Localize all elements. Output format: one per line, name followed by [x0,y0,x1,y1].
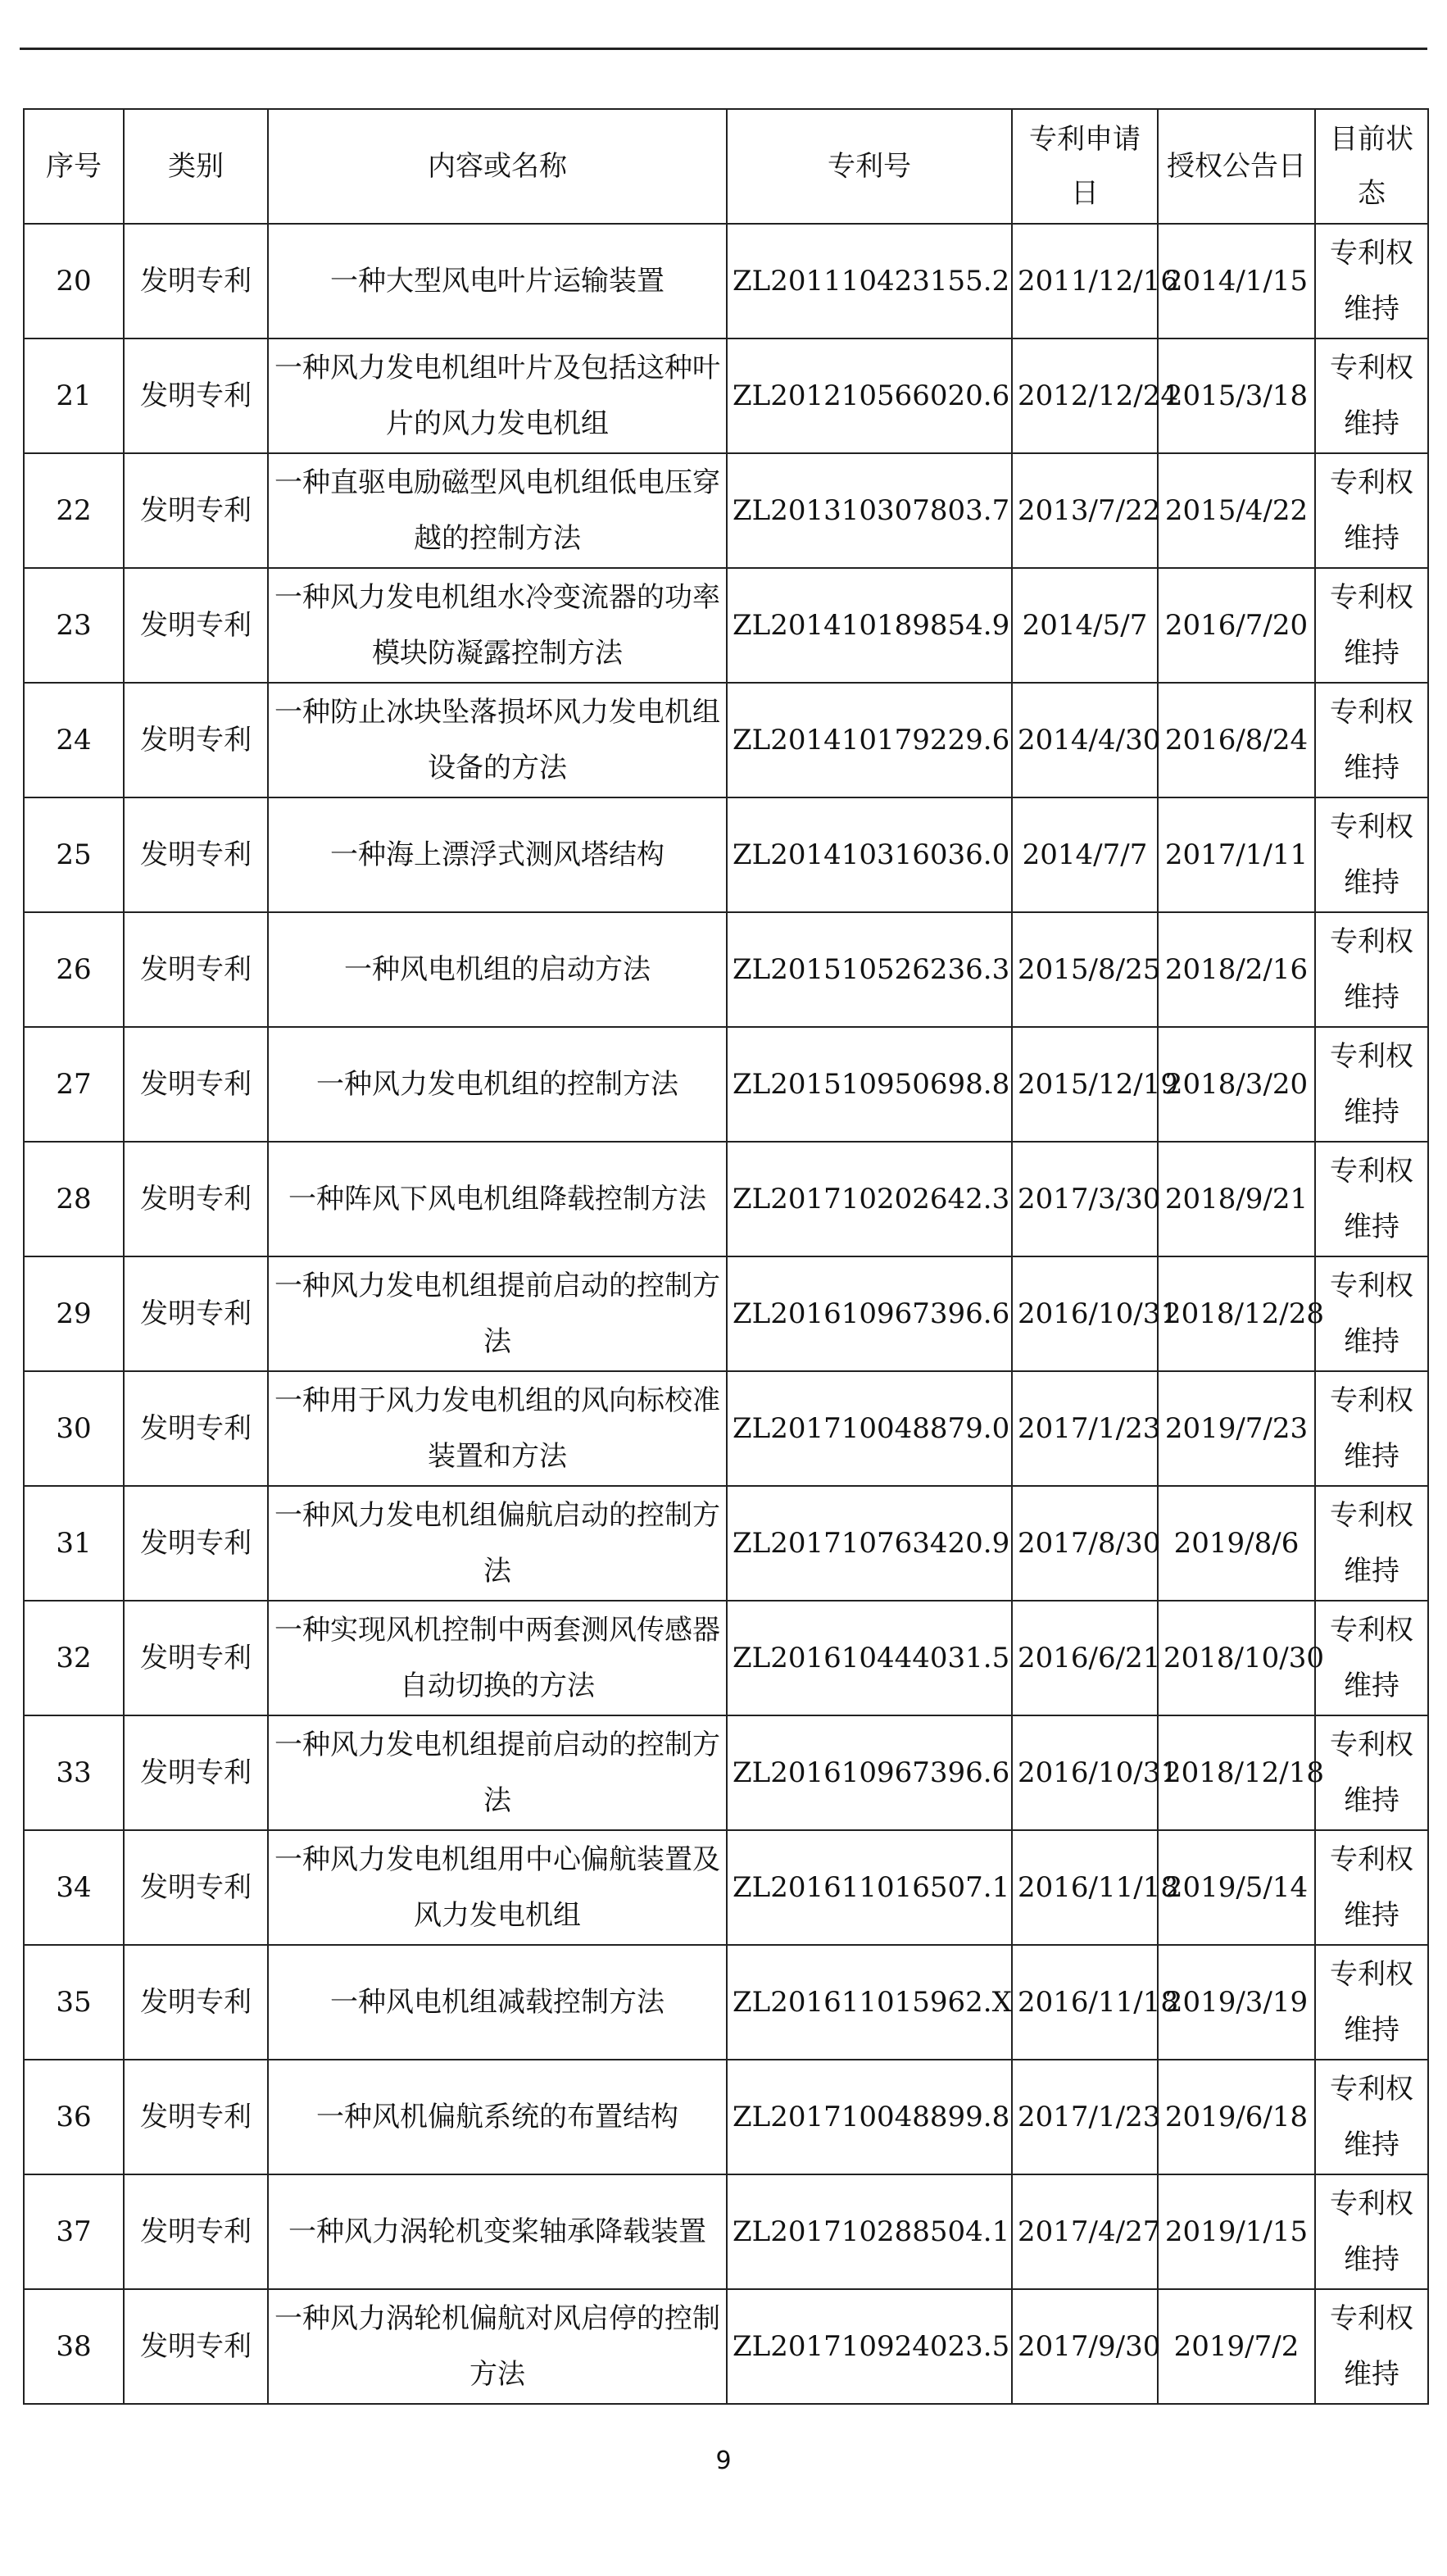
cell-seq: 23 [24,568,124,683]
cell-application-date: 2017/4/27 [1012,2174,1158,2289]
cell-grant-date: 2018/9/21 [1158,1142,1315,1256]
cell-category: 发明专利 [124,338,268,453]
cell-status: 专利权维持 [1315,2060,1428,2174]
cell-seq: 37 [24,2174,124,2289]
cell-category: 发明专利 [124,568,268,683]
cell-application-date: 2014/7/7 [1012,797,1158,912]
cell-application-date: 2017/8/30 [1012,1486,1158,1601]
cell-category: 发明专利 [124,2174,268,2289]
cell-category: 发明专利 [124,1256,268,1371]
cell-patent-no: ZL201710924023.5 [727,2289,1012,2404]
cell-grant-date: 2018/12/28 [1158,1256,1315,1371]
cell-status: 专利权维持 [1315,912,1428,1027]
cell-grant-date: 2019/8/6 [1158,1486,1315,1601]
cell-grant-date: 2016/7/20 [1158,568,1315,683]
cell-name: 一种风电机组的启动方法 [268,912,727,1027]
cell-application-date: 2015/12/19 [1012,1027,1158,1142]
table-row [24,797,1428,912]
header-category: 类别 [124,109,268,224]
table-row [24,1371,1428,1486]
cell-seq: 22 [24,453,124,568]
table-row [24,453,1428,568]
cell-grant-date: 2019/7/2 [1158,2289,1315,2404]
cell-grant-date: 2015/3/18 [1158,338,1315,453]
cell-application-date: 2017/9/30 [1012,2289,1158,2404]
cell-application-date: 2017/1/23 [1012,2060,1158,2174]
cell-name: 一种实现风机控制中两套测风传感器自动切换的方法 [268,1601,727,1715]
cell-seq: 31 [24,1486,124,1601]
cell-name: 一种风力发电机组水冷变流器的功率模块防凝露控制方法 [268,568,727,683]
cell-category: 发明专利 [124,1830,268,1945]
cell-seq: 21 [24,338,124,453]
cell-name: 一种防止冰块坠落损坏风力发电机组设备的方法 [268,683,727,797]
cell-status: 专利权维持 [1315,453,1428,568]
cell-application-date: 2014/5/7 [1012,568,1158,683]
cell-category: 发明专利 [124,1601,268,1715]
table-row [24,1715,1428,1830]
cell-patent-no: ZL201410179229.6 [727,683,1012,797]
table-row [24,2289,1428,2404]
table-row [24,1142,1428,1256]
cell-status: 专利权维持 [1315,568,1428,683]
cell-grant-date: 2018/2/16 [1158,912,1315,1027]
cell-application-date: 2017/3/30 [1012,1142,1158,1256]
cell-seq: 34 [24,1830,124,1945]
cell-patent-no: ZL201510526236.3 [727,912,1012,1027]
table-row [24,568,1428,683]
cell-status: 专利权维持 [1315,1371,1428,1486]
cell-status: 专利权维持 [1315,797,1428,912]
cell-name: 一种风力发电机组提前启动的控制方法 [268,1715,727,1830]
header-application-date: 专利申请日 [1012,109,1158,224]
header-row [24,109,1428,224]
cell-category: 发明专利 [124,453,268,568]
table-row [24,683,1428,797]
cell-name: 一种用于风力发电机组的风向标校准装置和方法 [268,1371,727,1486]
cell-grant-date: 2019/5/14 [1158,1830,1315,1945]
cell-name: 一种风电机组减载控制方法 [268,1945,727,2060]
cell-status: 专利权维持 [1315,1601,1428,1715]
table-row [24,2174,1428,2289]
table-row [24,1256,1428,1371]
cell-seq: 25 [24,797,124,912]
cell-patent-no: ZL201110423155.2 [727,224,1012,338]
cell-seq: 30 [24,1371,124,1486]
cell-patent-no: ZL201210566020.6 [727,338,1012,453]
cell-application-date: 2016/11/18 [1012,1830,1158,1945]
cell-status: 专利权维持 [1315,1830,1428,1945]
cell-patent-no: ZL201410189854.9 [727,568,1012,683]
cell-status: 专利权维持 [1315,2289,1428,2404]
cell-application-date: 2016/6/21 [1012,1601,1158,1715]
cell-seq: 26 [24,912,124,1027]
cell-application-date: 2016/10/31 [1012,1715,1158,1830]
cell-patent-no: ZL201310307803.7 [727,453,1012,568]
cell-status: 专利权维持 [1315,224,1428,338]
cell-seq: 24 [24,683,124,797]
cell-category: 发明专利 [124,1945,268,2060]
cell-patent-no: ZL201510950698.8 [727,1027,1012,1142]
cell-patent-no: ZL201710048879.0 [727,1371,1012,1486]
cell-application-date: 2013/7/22 [1012,453,1158,568]
cell-category: 发明专利 [124,224,268,338]
cell-name: 一种风力发电机组用中心偏航装置及风力发电机组 [268,1830,727,1945]
cell-status: 专利权维持 [1315,2174,1428,2289]
cell-grant-date: 2018/12/18 [1158,1715,1315,1830]
cell-status: 专利权维持 [1315,1142,1428,1256]
cell-status: 专利权维持 [1315,1486,1428,1601]
cell-patent-no: ZL201410316036.0 [727,797,1012,912]
cell-patent-no: ZL201710288504.1 [727,2174,1012,2289]
table-row [24,1027,1428,1142]
patent-table [23,108,1429,2405]
cell-category: 发明专利 [124,1486,268,1601]
cell-grant-date: 2018/3/20 [1158,1027,1315,1142]
cell-seq: 38 [24,2289,124,2404]
table-row [24,1601,1428,1715]
cell-patent-no: ZL201610444031.5 [727,1601,1012,1715]
cell-name: 一种风力发电机组偏航启动的控制方法 [268,1486,727,1601]
cell-name: 一种风力发电机组提前启动的控制方法 [268,1256,727,1371]
cell-name: 一种风力涡轮机偏航对风启停的控制方法 [268,2289,727,2404]
cell-status: 专利权维持 [1315,1256,1428,1371]
header-patent-no: 专利号 [727,109,1012,224]
cell-application-date: 2012/12/24 [1012,338,1158,453]
cell-category: 发明专利 [124,2060,268,2174]
cell-category: 发明专利 [124,912,268,1027]
cell-name: 一种风机偏航系统的布置结构 [268,2060,727,2174]
header-name: 内容或名称 [268,109,727,224]
cell-patent-no: ZL201610967396.6 [727,1256,1012,1371]
cell-status: 专利权维持 [1315,1715,1428,1830]
cell-status: 专利权维持 [1315,338,1428,453]
table-body [24,224,1428,2404]
cell-seq: 29 [24,1256,124,1371]
cell-category: 发明专利 [124,1715,268,1830]
cell-grant-date: 2017/1/11 [1158,797,1315,912]
cell-application-date: 2015/8/25 [1012,912,1158,1027]
cell-category: 发明专利 [124,797,268,912]
header-rule [20,48,1427,50]
cell-patent-no: ZL201610967396.6 [727,1715,1012,1830]
cell-application-date: 2016/11/18 [1012,1945,1158,2060]
cell-seq: 32 [24,1601,124,1715]
cell-grant-date: 2016/8/24 [1158,683,1315,797]
header-status: 目前状态 [1315,109,1428,224]
cell-application-date: 2017/1/23 [1012,1371,1158,1486]
header-seq: 序号 [24,109,124,224]
cell-category: 发明专利 [124,2289,268,2404]
cell-application-date: 2011/12/16 [1012,224,1158,338]
cell-name: 一种风力发电机组的控制方法 [268,1027,727,1142]
cell-category: 发明专利 [124,1371,268,1486]
cell-name: 一种阵风下风电机组降载控制方法 [268,1142,727,1256]
table-row [24,1830,1428,1945]
cell-seq: 35 [24,1945,124,2060]
cell-patent-no: ZL201710763420.9 [727,1486,1012,1601]
cell-grant-date: 2014/1/15 [1158,224,1315,338]
cell-status: 专利权维持 [1315,1027,1428,1142]
cell-name: 一种直驱电励磁型风电机组低电压穿越的控制方法 [268,453,727,568]
cell-application-date: 2016/10/31 [1012,1256,1158,1371]
cell-grant-date: 2018/10/30 [1158,1601,1315,1715]
cell-seq: 33 [24,1715,124,1830]
cell-seq: 20 [24,224,124,338]
cell-category: 发明专利 [124,1142,268,1256]
header-grant-date: 授权公告日 [1158,109,1315,224]
cell-name: 一种风力涡轮机变桨轴承降载装置 [268,2174,727,2289]
table-row [24,912,1428,1027]
cell-grant-date: 2019/7/23 [1158,1371,1315,1486]
cell-seq: 36 [24,2060,124,2174]
cell-name: 一种海上漂浮式测风塔结构 [268,797,727,912]
cell-patent-no: ZL201710202642.3 [727,1142,1012,1256]
cell-category: 发明专利 [124,1027,268,1142]
cell-seq: 27 [24,1027,124,1142]
table-row [24,1486,1428,1601]
table-row [24,2060,1428,2174]
cell-name: 一种大型风电叶片运输装置 [268,224,727,338]
cell-patent-no: ZL201611016507.1 [727,1830,1012,1945]
cell-seq: 28 [24,1142,124,1256]
cell-patent-no: ZL201611015962.X [727,1945,1012,2060]
cell-name: 一种风力发电机组叶片及包括这种叶片的风力发电机组 [268,338,727,453]
table-row [24,224,1428,338]
cell-patent-no: ZL201710048899.8 [727,2060,1012,2174]
cell-grant-date: 2019/6/18 [1158,2060,1315,2174]
table-row [24,1945,1428,2060]
table-header [24,109,1428,224]
table-row [24,338,1428,453]
page-number: 9 [715,2447,732,2475]
cell-application-date: 2014/4/30 [1012,683,1158,797]
cell-category: 发明专利 [124,683,268,797]
cell-grant-date: 2019/1/15 [1158,2174,1315,2289]
cell-grant-date: 2019/3/19 [1158,1945,1315,2060]
cell-grant-date: 2015/4/22 [1158,453,1315,568]
cell-status: 专利权维持 [1315,683,1428,797]
cell-status: 专利权维持 [1315,1945,1428,2060]
